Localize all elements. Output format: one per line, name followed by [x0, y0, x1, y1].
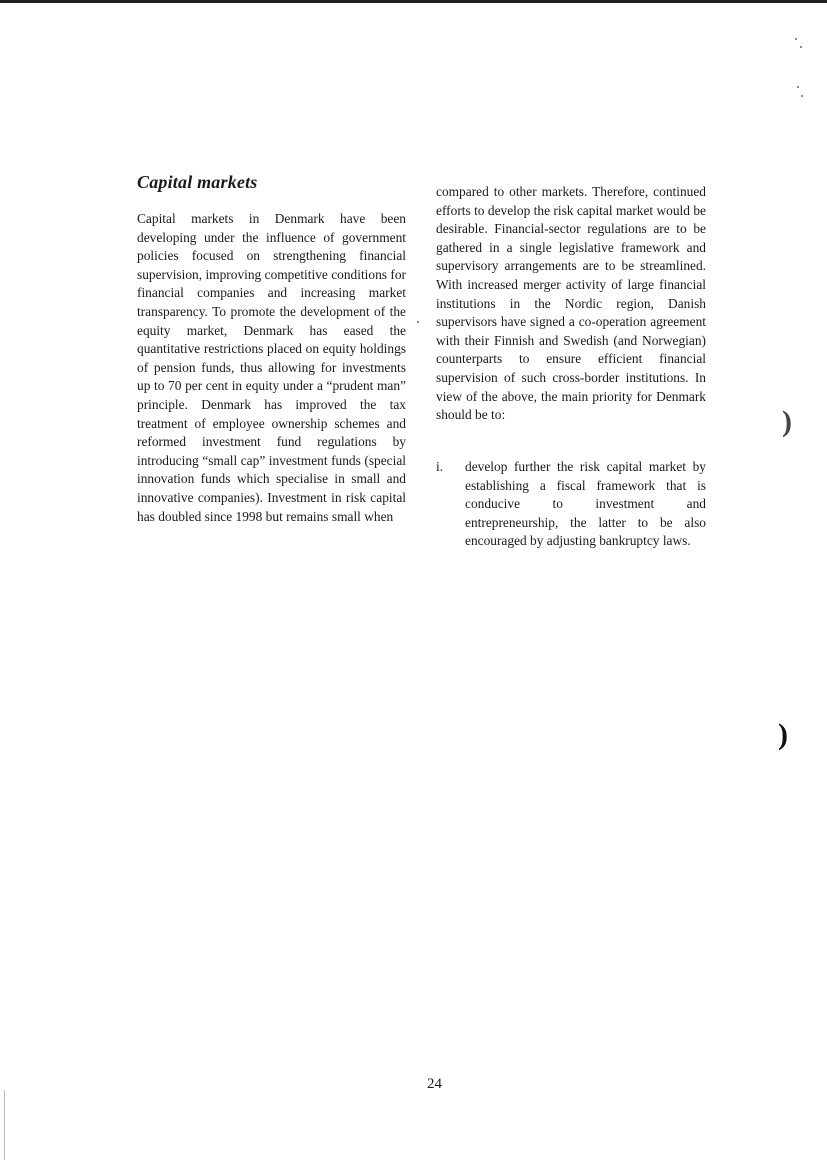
binder-hole-mark: ) [778, 718, 788, 751]
priority-list [436, 458, 706, 551]
right-column-paragraph: compared to other markets. Therefore, continued efforts to develop the risk capital market would be desirable. Financial-sector regulations are to be gathered in a single legislative framework and supervisory arrangements are to be streamlined. With increased merger activity of large financial institutions in the Nordic region, Danish supervisors have signed a co-operation agreement with their Finnish and Swedish (and Norwegian) counterparts to ensure efficient financial supervision of such cross-border institutions. In view of the above, the main priority for Denmark should be to: [436, 184, 706, 423]
page-number: 24 [427, 1076, 442, 1092]
binder-hole-mark: ) [782, 405, 792, 438]
list-item [436, 458, 706, 551]
scan-speck [795, 38, 797, 40]
scan-speck [800, 46, 802, 48]
left-column-paragraph: Capital markets in Denmark have been developing under the influence of government policies focused on strengthening financial supervision, improving competitive conditions for financial companies and increasing market transparency. To promote the development of the equity market, Denmark has eased the quantitative restrictions placed on equity holdings of pension funds, thus allowing for investments up to 70 per cent in equity under a “prudent man” principle. Denmark has improved the tax treatment of employee ownership schemes and reformed investment fund regulations by introducing “small cap” investment funds (special innovation funds which specialise in small and innovative companies). Investment in risk capital has doubled since 1998 but remains small when [137, 211, 406, 524]
scan-speck [417, 321, 419, 323]
section-heading: Capital markets [137, 172, 258, 192]
top-border-rule [0, 0, 827, 3]
list-item-text: develop further the risk capital market by establishing a fiscal framework that is conducive to investment and entrepreneurship, the latter to be also encouraged by adjusting bankruptcy laws. [465, 459, 706, 549]
scan-speck [797, 86, 799, 88]
list-marker: i. [436, 459, 444, 474]
scan-edge-line [4, 1090, 5, 1160]
scan-speck [801, 95, 803, 97]
